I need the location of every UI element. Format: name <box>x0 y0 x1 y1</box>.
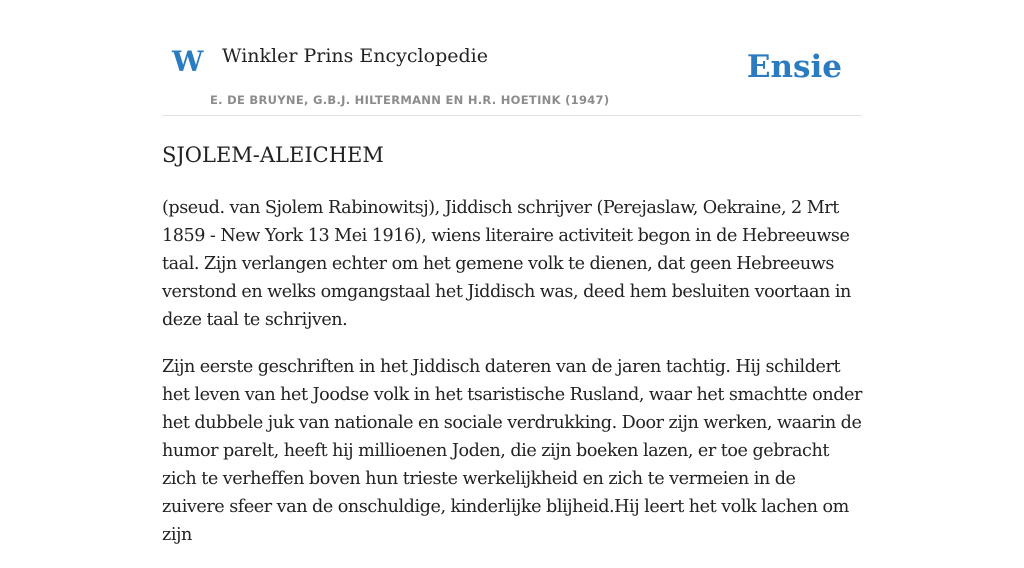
site-title: Winkler Prins Encyclopedie <box>222 45 488 67</box>
article-paragraph: (pseud. van Sjolem Rabinowitsj), Jiddisch schrijver (Perejaslaw, Oekraine, 2 Mrt 1859 - New York 13 Mei 1916), wiens literaire activiteit begon in de Hebreeuwse taal. Zijn verlangen echter om het gemene volk te dienen, dat geen Hebreeuws verstond en welks omgangstaal het Jiddisch was, deed hem besluiten voortaan in deze taal te schrijven. <box>162 198 851 330</box>
article-title: SJOLEM-ALEICHEM <box>162 143 384 167</box>
site-authors: E. DE BRUYNE, G.B.J. HILTERMANN EN H.R. HOETINK (1947) <box>210 93 610 107</box>
article-paragraph: Zijn eerste geschriften in het Jiddisch dateren van de jaren tachtig. Hij schildert het leven van het Joodse volk in het tsaristische Rusland, waar het smachtte onder het dubbele juk van nationale en sociale verdrukking. Door zijn werken, waarin de humor parelt, heeft hij millioenen Joden, die zijn boeken lazen, er toe gebracht zich te verheffen boven hun trieste werkelijkheid en zich te vermeien in de zuivere sfeer van de onschuldige, kinderlijke blijheid.Hij leert het volk lachen om zijn <box>162 357 862 545</box>
article <box>162 138 862 568</box>
ensie-logo[interactable]: Ensie <box>746 49 842 85</box>
site-header <box>162 0 862 116</box>
winkler-prins-logo[interactable]: W <box>172 45 204 78</box>
